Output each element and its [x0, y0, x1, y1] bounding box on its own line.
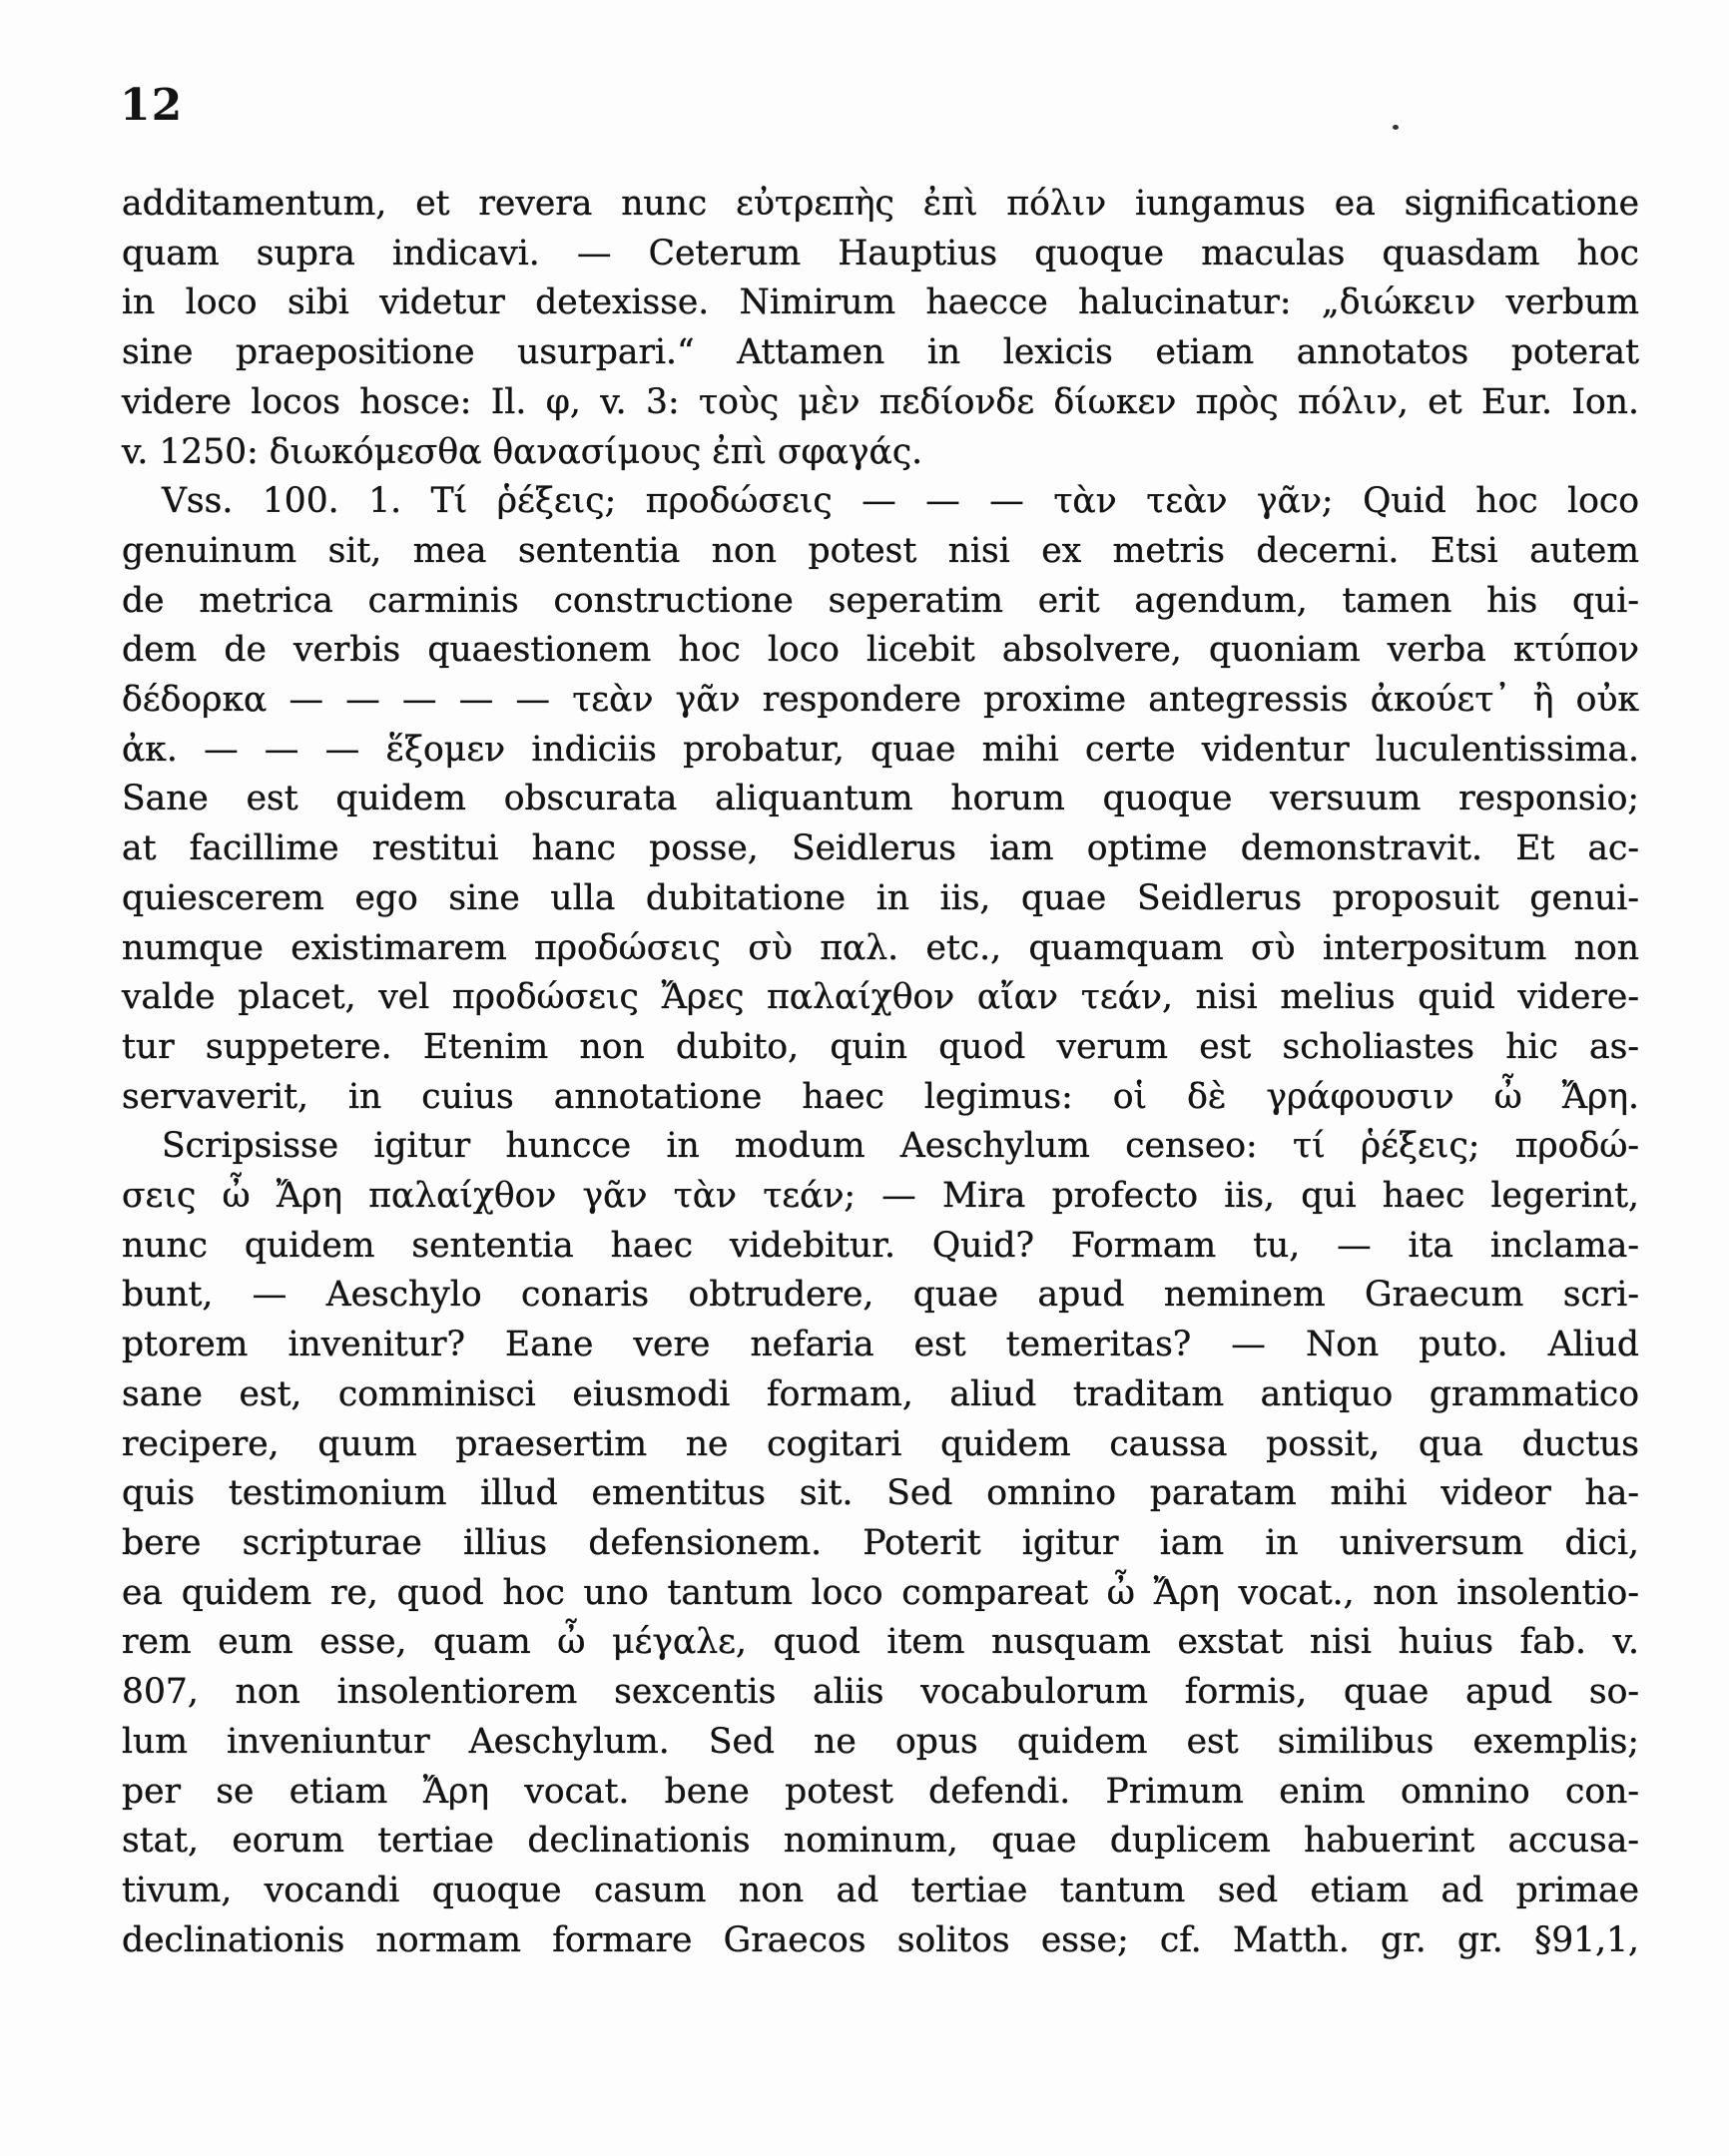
text-line: σεις ὦ Ἄρη παλαίχθον γᾶν τὰν τεάν; — Mira profecto iis, qui haec legerint,: [122, 1176, 1639, 1217]
text-line: ea quidem re, quod hoc uno tantum loco compareat ὦ Ἄρη vocat., non insolentio-: [122, 1572, 1639, 1613]
text-line: per se etiam Ἄρη vocat. bene potest defendi. Primum enim omnino con-: [122, 1771, 1639, 1812]
body-text: [122, 180, 1639, 1965]
text-line: 807, non insolentiorem sexcentis aliis vocabulorum formis, quae apud so-: [122, 1672, 1639, 1713]
text-line: numque existimarem προδώσεις σὺ παλ. etc., quamquam σὺ interpositum non: [122, 927, 1639, 968]
text-line: bunt, — Aeschylo conaris obtrudere, quae apud neminem Graecum scri-: [122, 1275, 1639, 1316]
text-line: sane est, comminisci eiusmodi formam, aliud traditam antiquo grammatico: [122, 1373, 1639, 1414]
text-line: bere scripturae illius defensionem. Poterit igitur iam in universum dici,: [122, 1522, 1639, 1563]
text-line: declinationis normam formare Graecos solitos esse; cf. Matth. gr. gr. §91,1,: [122, 1919, 1639, 1960]
text-line: quiescerem ego sine ulla dubitatione in iis, quae Seidlerus proposuit genui-: [122, 877, 1639, 918]
text-line: tur suppetere. Etenim non dubito, quin quod verum est scholiastes hic as-: [122, 1026, 1639, 1067]
text-line: ptorem invenitur? Eane vere nefaria est temeritas? — Non puto. Aliud: [122, 1325, 1639, 1365]
text-line: tivum, vocandi quoque casum non ad tertiae tantum sed etiam ad primae: [122, 1870, 1639, 1910]
text-line: Vss. 100. 1. Τί ῥέξεις; προδώσεις — — — τὰν τεὰν γᾶν; Quid hoc loco: [162, 481, 1639, 522]
text-line: at facillime restitui hanc posse, Seidlerus iam optime demonstravit. Et ac-: [122, 828, 1639, 869]
text-line: in loco sibi videtur detexisse. Nimirum haecce halucinatur: „διώκειν verbum: [122, 282, 1639, 323]
text-line: Scripsisse igitur huncce in modum Aeschylum censeo: τί ῥέξεις; προδώ-: [162, 1126, 1639, 1167]
text-line: videre locos hosce: Il. φ, v. 3: τοὺς μὲν πεδίονδε δίωκεν πρὸς πόλιν, et Eur. Ion.: [122, 381, 1639, 422]
text-line: lum inveniuntur Aeschylum. Sed ne opus quidem est similibus exemplis;: [122, 1721, 1639, 1762]
text-line: Sane est quidem obscurata aliquantum horum quoque versuum responsio;: [122, 779, 1639, 819]
text-line: sine praepositione usurpari.“ Attamen in lexicis etiam annotatos poterat: [122, 332, 1639, 373]
text-line: valde placet, vel προδώσεις Ἄρες παλαίχθον αἴαν τεάν, nisi melius quid videre-: [122, 977, 1639, 1018]
text-line: δέδορκα — — — — — τεὰν γᾶν respondere proxime antegressis ἀκούετ᾽ ἢ οὐκ: [122, 680, 1639, 721]
page-number: 12: [120, 80, 184, 131]
text-line: quam supra indicavi. — Ceterum Hauptius quoque maculas quasdam hoc: [122, 233, 1639, 273]
text-line: v. 1250: διωκόμεσθα θανασίμους ἐπὶ σφαγάς.: [122, 431, 923, 472]
text-line: nunc quidem sententia haec videbitur. Quid? Formam tu, — ita inclama-: [122, 1225, 1639, 1266]
text-line: dem de verbis quaestionem hoc loco licebit absolvere, quoniam verba κτύπον: [122, 630, 1639, 671]
text-line: ἀκ. — — — ἕξομεν indiciis probatur, quae mihi certe videntur luculentissima.: [122, 729, 1639, 770]
text-line: recipere, quum praesertim ne cogitari quidem caussa possit, qua ductus: [122, 1423, 1639, 1464]
ink-speck: [1393, 125, 1399, 130]
text-line: quis testimonium illud ementitus sit. Sed omnino paratam mihi videor ha-: [122, 1473, 1639, 1514]
text-line: stat, eorum tertiae declinationis nominum, quae duplicem habuerint accusa-: [122, 1821, 1639, 1862]
text-line: de metrica carminis constructione seperatim erit agendum, tamen his qui-: [122, 580, 1639, 621]
text-line: genuinum sit, mea sententia non potest nisi ex metris decerni. Etsi autem: [122, 530, 1639, 571]
text-line: servaverit, in cuius annotatione haec legimus: οἱ δὲ γράφουσιν ὦ Ἄρη.: [122, 1076, 1639, 1117]
text-line: rem eum esse, quam ὦ μέγαλε, quod item nusquam exstat nisi huius fab. v.: [122, 1622, 1639, 1663]
text-line: additamentum, et revera nunc εὐτρεπὴς ἐπὶ πόλιν iungamus ea significatione: [122, 184, 1639, 224]
